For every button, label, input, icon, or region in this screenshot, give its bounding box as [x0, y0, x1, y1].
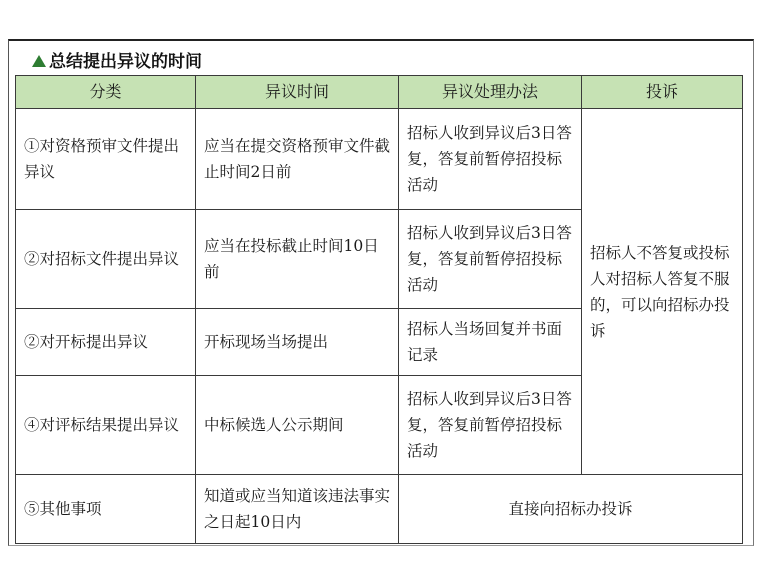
cell-category: ①对资格预审文件提出异议 — [16, 109, 196, 210]
objection-time-table — [15, 75, 743, 544]
cell-handling: 招标人当场回复并书面记录 — [399, 309, 582, 376]
triangle-icon — [32, 55, 46, 67]
cell-handling: 招标人收到异议后3日答复，答复前暂停招投标活动 — [399, 376, 582, 475]
header-objection-time: 异议时间 — [196, 76, 399, 109]
header-complaint: 投诉 — [582, 76, 743, 109]
cell-time: 应当在投标截止时间10日前 — [196, 210, 399, 309]
cell-time: 应当在提交资格预审文件截止时间2日前 — [196, 109, 399, 210]
table-row — [16, 475, 743, 544]
cell-handling: 招标人收到异议后3日答复，答复前暂停招投标活动 — [399, 109, 582, 210]
cell-handling-merged: 直接向招标办投诉 — [399, 475, 743, 544]
header-handling: 异议处理办法 — [399, 76, 582, 109]
section-title-text: 总结提出异议的时间 — [49, 52, 202, 72]
cell-category: ④对评标结果提出异议 — [16, 376, 196, 475]
cell-complaint: 招标人不答复或投标人对招标人答复不服的，可以向招标办投诉 — [582, 109, 743, 475]
cell-category: ②对招标文件提出异议 — [16, 210, 196, 309]
cell-time: 开标现场当场提出 — [196, 309, 399, 376]
header-category: 分类 — [16, 76, 196, 109]
cell-time: 中标候选人公示期间 — [196, 376, 399, 475]
table-row — [16, 109, 743, 210]
cell-time: 知道或应当知道该违法事实之日起10日内 — [196, 475, 399, 544]
cell-category: ⑤其他事项 — [16, 475, 196, 544]
cell-category: ②对开标提出异议 — [16, 309, 196, 376]
cell-handling: 招标人收到异议后3日答复，答复前暂停招投标活动 — [399, 210, 582, 309]
table-header-row — [16, 76, 743, 109]
section-title — [32, 47, 202, 72]
